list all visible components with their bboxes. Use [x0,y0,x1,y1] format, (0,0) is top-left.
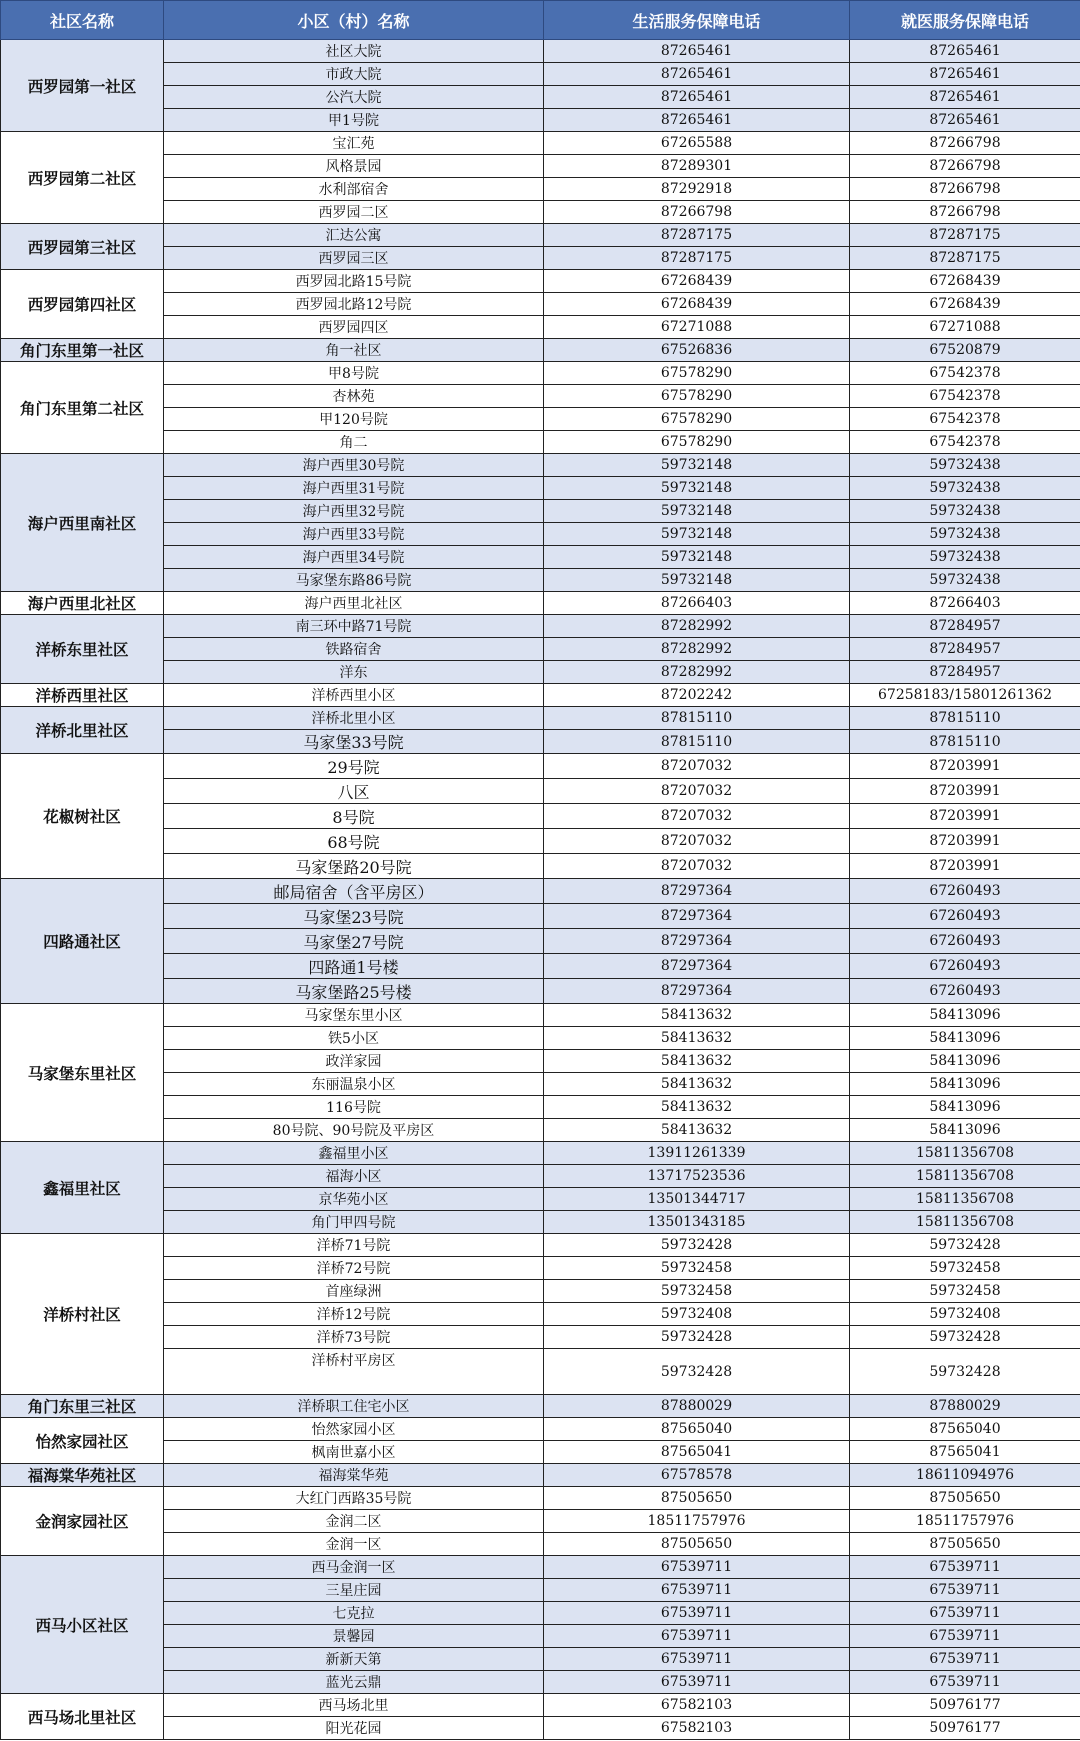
living-service-phone-cell: 87287175 [544,224,850,247]
residential-area-cell: 马家堡23号院 [164,904,544,929]
table-row [1,879,1080,904]
medical-service-phone-cell: 87265461 [850,63,1080,86]
medical-service-phone-cell: 59732438 [850,523,1080,546]
living-service-phone-cell: 67265588 [544,132,850,155]
medical-service-phone-cell: 59732428 [850,1349,1080,1395]
residential-area-cell: 金润一区 [164,1533,544,1556]
medical-service-phone-cell: 87505650 [850,1533,1080,1556]
living-service-phone-cell: 58413632 [544,1119,850,1142]
living-service-phone-cell: 67526836 [544,339,850,362]
residential-area-cell: 风格景园 [164,155,544,178]
medical-service-phone-cell: 67268439 [850,293,1080,316]
living-service-phone-cell: 87297364 [544,904,850,929]
residential-area-cell: 汇达公寓 [164,224,544,247]
residential-area-cell: 京华苑小区 [164,1188,544,1211]
table-row [1,1694,1080,1717]
residential-area-cell: 甲120号院 [164,408,544,431]
residential-area-cell: 铁5小区 [164,1027,544,1050]
residential-area-cell: 景馨园 [164,1625,544,1648]
medical-service-phone-cell: 87265461 [850,109,1080,132]
residential-area-cell: 社区大院 [164,40,544,63]
living-service-phone-cell: 87265461 [544,40,850,63]
residential-area-cell: 29号院 [164,754,544,779]
residential-area-cell: 首座绿洲 [164,1280,544,1303]
living-service-phone-cell: 87565040 [544,1418,850,1441]
medical-service-phone-cell: 67539711 [850,1579,1080,1602]
medical-service-phone-cell: 87203991 [850,804,1080,829]
medical-service-phone-cell: 67260493 [850,929,1080,954]
table-body [1,40,1080,1740]
medical-service-phone-cell: 59732438 [850,546,1080,569]
residential-area-cell: 68号院 [164,829,544,854]
table-row [1,224,1080,247]
living-service-phone-cell: 67582103 [544,1717,850,1740]
residential-area-cell: 海户西里北社区 [164,592,544,615]
living-service-phone-cell: 87207032 [544,804,850,829]
community-name-cell: 西马场北里社区 [1,1694,164,1740]
residential-area-cell: 西马场北里 [164,1694,544,1717]
living-service-phone-cell: 59732428 [544,1234,850,1257]
medical-service-phone-cell: 50976177 [850,1717,1080,1740]
residential-area-cell: 西罗园二区 [164,201,544,224]
living-service-phone-cell: 87297364 [544,879,850,904]
residential-area-cell: 宝汇苑 [164,132,544,155]
residential-area-cell: 洋桥72号院 [164,1257,544,1280]
living-service-phone-cell: 87297364 [544,929,850,954]
medical-service-phone-cell: 87203991 [850,829,1080,854]
community-name-cell: 西罗园第三社区 [1,224,164,270]
residential-area-cell: 马家堡路20号院 [164,854,544,879]
living-service-phone-cell: 13501343185 [544,1211,850,1234]
residential-area-cell: 蓝光云鼎 [164,1671,544,1694]
living-service-phone-cell: 87505650 [544,1533,850,1556]
living-service-phone-cell: 87880029 [544,1395,850,1418]
living-service-phone-cell: 87266403 [544,592,850,615]
living-service-phone-cell: 87265461 [544,109,850,132]
residential-area-cell: 海户西里33号院 [164,523,544,546]
living-service-phone-cell: 58413632 [544,1096,850,1119]
residential-area-cell: 西罗园三区 [164,247,544,270]
medical-service-phone-cell: 67539711 [850,1671,1080,1694]
residential-area-cell: 洋桥村平房区 [164,1349,544,1395]
medical-service-phone-cell: 18511757976 [850,1510,1080,1533]
residential-area-cell: 角一社区 [164,339,544,362]
residential-area-cell: 东丽温泉小区 [164,1073,544,1096]
residential-area-cell: 马家堡东路86号院 [164,569,544,592]
community-name-cell: 西马小区社区 [1,1556,164,1694]
living-service-phone-cell: 67578578 [544,1464,850,1487]
community-name-cell: 洋桥西里社区 [1,684,164,707]
medical-service-phone-cell: 67542378 [850,408,1080,431]
residential-area-cell: 角二 [164,431,544,454]
community-name-cell: 洋桥东里社区 [1,615,164,684]
medical-service-phone-cell: 15811356708 [850,1165,1080,1188]
community-name-cell: 角门东里三社区 [1,1395,164,1418]
medical-service-phone-cell: 67271088 [850,316,1080,339]
residential-area-cell: 八区 [164,779,544,804]
medical-service-phone-cell: 87815110 [850,707,1080,730]
medical-service-phone-cell: 50976177 [850,1694,1080,1717]
community-name-cell: 福海棠华苑社区 [1,1464,164,1487]
community-name-cell: 西罗园第一社区 [1,40,164,132]
residential-area-cell: 枫南世嘉小区 [164,1441,544,1464]
residential-area-cell: 马家堡东里小区 [164,1004,544,1027]
medical-service-phone-cell: 15811356708 [850,1211,1080,1234]
living-service-phone-cell: 58413632 [544,1027,850,1050]
residential-area-cell: 海户西里32号院 [164,500,544,523]
residential-area-cell: 甲8号院 [164,362,544,385]
residential-area-cell: 新新天第 [164,1648,544,1671]
residential-area-cell: 西罗园四区 [164,316,544,339]
medical-service-phone-cell: 87505650 [850,1487,1080,1510]
medical-service-phone-cell: 59732428 [850,1326,1080,1349]
community-name-cell: 花椒树社区 [1,754,164,879]
header-medical-service-phone: 就医服务保障电话 [850,1,1080,40]
community-name-cell: 洋桥村社区 [1,1234,164,1395]
living-service-phone-cell: 87292918 [544,178,850,201]
living-service-phone-cell: 87266798 [544,201,850,224]
residential-area-cell: 金润二区 [164,1510,544,1533]
living-service-phone-cell: 87282992 [544,638,850,661]
medical-service-phone-cell: 87265461 [850,40,1080,63]
residential-area-cell: 鑫福里小区 [164,1142,544,1165]
medical-service-phone-cell: 67542378 [850,431,1080,454]
medical-service-phone-cell: 67539711 [850,1556,1080,1579]
medical-service-phone-cell: 87265461 [850,86,1080,109]
living-service-phone-cell: 87297364 [544,954,850,979]
residential-area-cell: 西罗园北路15号院 [164,270,544,293]
medical-service-phone-cell: 87565041 [850,1441,1080,1464]
medical-service-phone-cell: 87284957 [850,638,1080,661]
living-service-phone-cell: 67539711 [544,1602,850,1625]
residential-area-cell: 邮局宿舍（含平房区） [164,879,544,904]
medical-service-phone-cell: 59732438 [850,477,1080,500]
living-service-phone-cell: 87297364 [544,979,850,1004]
living-service-phone-cell: 87289301 [544,155,850,178]
medical-service-phone-cell: 87287175 [850,247,1080,270]
medical-service-phone-cell: 67520879 [850,339,1080,362]
living-service-phone-cell: 87287175 [544,247,850,270]
medical-service-phone-cell: 87203991 [850,754,1080,779]
medical-service-phone-cell: 87266798 [850,155,1080,178]
medical-service-phone-cell: 87266403 [850,592,1080,615]
residential-area-cell: 杏林苑 [164,385,544,408]
medical-service-phone-cell: 87284957 [850,615,1080,638]
header-community: 社区名称 [1,1,164,40]
medical-service-phone-cell: 67260493 [850,904,1080,929]
residential-area-cell: 116号院 [164,1096,544,1119]
living-service-phone-cell: 87282992 [544,615,850,638]
community-name-cell: 马家堡东里社区 [1,1004,164,1142]
living-service-phone-cell: 87565041 [544,1441,850,1464]
living-service-phone-cell: 87207032 [544,854,850,879]
living-service-phone-cell: 59732428 [544,1349,850,1395]
residential-area-cell: 洋东 [164,661,544,684]
residential-area-cell: 8号院 [164,804,544,829]
medical-service-phone-cell: 58413096 [850,1027,1080,1050]
living-service-phone-cell: 67539711 [544,1556,850,1579]
residential-area-cell: 福海小区 [164,1165,544,1188]
living-service-phone-cell: 87815110 [544,707,850,730]
living-service-phone-cell: 87282992 [544,661,850,684]
community-name-cell: 角门东里第二社区 [1,362,164,454]
medical-service-phone-cell: 67539711 [850,1625,1080,1648]
residential-area-cell: 80号院、90号院及平房区 [164,1119,544,1142]
residential-area-cell: 公汽大院 [164,86,544,109]
medical-service-phone-cell: 59732438 [850,454,1080,477]
residential-area-cell: 铁路宿舍 [164,638,544,661]
medical-service-phone-cell: 67260493 [850,954,1080,979]
residential-area-cell: 南三环中路71号院 [164,615,544,638]
medical-service-phone-cell: 67260493 [850,979,1080,1004]
community-name-cell: 金润家园社区 [1,1487,164,1556]
table-row [1,339,1080,362]
living-service-phone-cell: 67268439 [544,293,850,316]
header-residential-area: 小区（村）名称 [164,1,544,40]
community-name-cell: 角门东里第一社区 [1,339,164,362]
medical-service-phone-cell: 59732458 [850,1257,1080,1280]
residential-area-cell: 马家堡路25号楼 [164,979,544,1004]
table-row [1,362,1080,385]
medical-service-phone-cell: 58413096 [850,1119,1080,1142]
table-row [1,1234,1080,1257]
residential-area-cell: 海户西里30号院 [164,454,544,477]
living-service-phone-cell: 59732148 [544,477,850,500]
residential-area-cell: 洋桥71号院 [164,1234,544,1257]
medical-service-phone-cell: 87815110 [850,730,1080,754]
table-row [1,1395,1080,1418]
living-service-phone-cell: 87207032 [544,754,850,779]
residential-area-cell: 甲1号院 [164,109,544,132]
medical-service-phone-cell: 59732408 [850,1303,1080,1326]
community-name-cell: 海户西里南社区 [1,454,164,592]
table-row [1,1464,1080,1487]
living-service-phone-cell: 67539711 [544,1625,850,1648]
medical-service-phone-cell: 67542378 [850,385,1080,408]
living-service-phone-cell: 67539711 [544,1671,850,1694]
residential-area-cell: 怡然家园小区 [164,1418,544,1441]
community-name-cell: 怡然家园社区 [1,1418,164,1464]
residential-area-cell: 洋桥12号院 [164,1303,544,1326]
medical-service-phone-cell: 58413096 [850,1096,1080,1119]
medical-service-phone-cell: 59732438 [850,500,1080,523]
living-service-phone-cell: 67578290 [544,408,850,431]
residential-area-cell: 政洋家园 [164,1050,544,1073]
residential-area-cell: 海户西里31号院 [164,477,544,500]
residential-area-cell: 阳光花园 [164,1717,544,1740]
residential-area-cell: 大红门西路35号院 [164,1487,544,1510]
living-service-phone-cell: 59732148 [544,454,850,477]
table-row [1,1142,1080,1165]
medical-service-phone-cell: 58413096 [850,1004,1080,1027]
community-name-cell: 海户西里北社区 [1,592,164,615]
living-service-phone-cell: 87265461 [544,63,850,86]
table-row [1,132,1080,155]
living-service-phone-cell: 67271088 [544,316,850,339]
residential-area-cell: 西马金润一区 [164,1556,544,1579]
table-row [1,707,1080,730]
residential-area-cell: 水利部宿舍 [164,178,544,201]
living-service-phone-cell: 58413632 [544,1004,850,1027]
living-service-phone-cell: 13501344717 [544,1188,850,1211]
table-row [1,754,1080,779]
living-service-phone-cell: 87207032 [544,779,850,804]
table-row [1,1418,1080,1441]
living-service-phone-cell: 67268439 [544,270,850,293]
medical-service-phone-cell: 87266798 [850,178,1080,201]
medical-service-phone-cell: 87284957 [850,661,1080,684]
medical-service-phone-cell: 67260493 [850,879,1080,904]
living-service-phone-cell: 59732148 [544,569,850,592]
medical-service-phone-cell: 58413096 [850,1073,1080,1096]
residential-area-cell: 七克拉 [164,1602,544,1625]
residential-area-cell: 西罗园北路12号院 [164,293,544,316]
residential-area-cell: 马家堡33号院 [164,730,544,754]
living-service-phone-cell: 87202242 [544,684,850,707]
medical-service-phone-cell: 87880029 [850,1395,1080,1418]
residential-area-cell: 三星庄园 [164,1579,544,1602]
residential-area-cell: 四路通1号楼 [164,954,544,979]
table-row [1,1487,1080,1510]
medical-service-phone-cell: 67542378 [850,362,1080,385]
residential-area-cell: 角门甲四号院 [164,1211,544,1234]
medical-service-phone-cell: 15811356708 [850,1188,1080,1211]
living-service-phone-cell: 67578290 [544,385,850,408]
living-service-phone-cell: 59732458 [544,1280,850,1303]
table-row [1,615,1080,638]
medical-service-phone-cell: 58413096 [850,1050,1080,1073]
residential-area-cell: 洋桥北里小区 [164,707,544,730]
living-service-phone-cell: 58413632 [544,1073,850,1096]
living-service-phone-cell: 59732408 [544,1303,850,1326]
table-row [1,40,1080,63]
living-service-phone-cell: 67539711 [544,1579,850,1602]
residential-area-cell: 洋桥西里小区 [164,684,544,707]
living-service-phone-cell: 59732148 [544,500,850,523]
community-name-cell: 洋桥北里社区 [1,707,164,754]
community-name-cell: 鑫福里社区 [1,1142,164,1234]
living-service-phone-cell: 67578290 [544,431,850,454]
medical-service-phone-cell: 87565040 [850,1418,1080,1441]
residential-area-cell: 福海棠华苑 [164,1464,544,1487]
medical-service-phone-cell: 87203991 [850,779,1080,804]
residential-area-cell: 马家堡27号院 [164,929,544,954]
living-service-phone-cell: 87265461 [544,86,850,109]
medical-service-phone-cell: 59732458 [850,1280,1080,1303]
medical-service-phone-cell: 87266798 [850,132,1080,155]
table-row [1,270,1080,293]
medical-service-phone-cell: 87203991 [850,854,1080,879]
living-service-phone-cell: 13911261339 [544,1142,850,1165]
community-name-cell: 西罗园第二社区 [1,132,164,224]
medical-service-phone-cell: 87287175 [850,224,1080,247]
medical-service-phone-cell: 18611094976 [850,1464,1080,1487]
medical-service-phone-cell: 67539711 [850,1648,1080,1671]
residential-area-cell: 海户西里34号院 [164,546,544,569]
medical-service-phone-cell: 67268439 [850,270,1080,293]
living-service-phone-cell: 67578290 [544,362,850,385]
table-row [1,684,1080,707]
residential-area-cell: 市政大院 [164,63,544,86]
living-service-phone-cell: 13717523536 [544,1165,850,1188]
living-service-phone-cell: 18511757976 [544,1510,850,1533]
medical-service-phone-cell: 59732428 [850,1234,1080,1257]
medical-service-phone-cell: 59732438 [850,569,1080,592]
header-row [1,1,1080,40]
table-row [1,1004,1080,1027]
living-service-phone-cell: 87207032 [544,829,850,854]
living-service-phone-cell: 67582103 [544,1694,850,1717]
table-row [1,592,1080,615]
medical-service-phone-cell: 67258183/15801261362 [850,684,1080,707]
living-service-phone-cell: 87505650 [544,1487,850,1510]
residential-area-cell: 洋桥73号院 [164,1326,544,1349]
living-service-phone-cell: 59732148 [544,523,850,546]
living-service-phone-cell: 87815110 [544,730,850,754]
living-service-phone-cell: 67539711 [544,1648,850,1671]
residential-area-cell: 洋桥职工住宅小区 [164,1395,544,1418]
living-service-phone-cell: 59732148 [544,546,850,569]
table-row [1,454,1080,477]
living-service-phone-cell: 59732428 [544,1326,850,1349]
table-row [1,1556,1080,1579]
medical-service-phone-cell: 87266798 [850,201,1080,224]
living-service-phone-cell: 59732458 [544,1257,850,1280]
community-name-cell: 四路通社区 [1,879,164,1004]
medical-service-phone-cell: 15811356708 [850,1142,1080,1165]
living-service-phone-cell: 58413632 [544,1050,850,1073]
community-name-cell: 西罗园第四社区 [1,270,164,339]
medical-service-phone-cell: 67539711 [850,1602,1080,1625]
header-living-service-phone: 生活服务保障电话 [544,1,850,40]
